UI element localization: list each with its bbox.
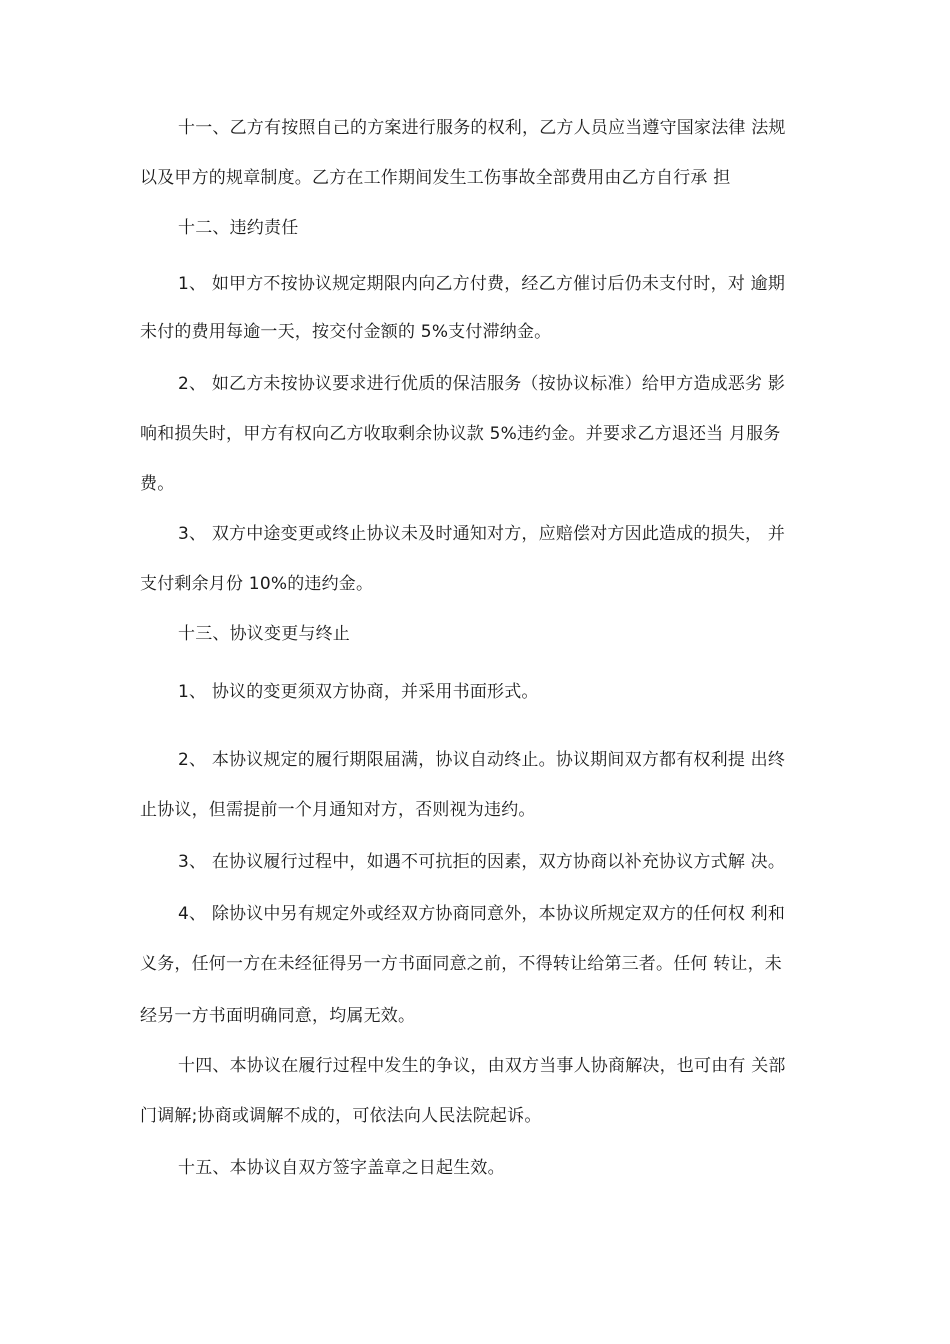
clause-12-heading: 十二、违约责任 [178, 218, 299, 238]
clause-11-line-2: 以及甲方的规章制度。乙方在工作期间发生工伤事故全部费用由乙方自行承 担 [140, 168, 731, 188]
clause-14-line-2: 门调解;协商或调解不成的，可依法向人民法院起诉。 [140, 1106, 542, 1126]
clause-13-item-1: 1、 协议的变更须双方协商，并采用书面形式。 [178, 682, 539, 702]
clause-13-item-2-line-2: 止协议，但需提前一个月通知对方，否则视为违约。 [140, 800, 536, 820]
clause-13-item-2-line-1: 2、 本协议规定的履行期限届满，协议自动终止。协议期间双方都有权利提 出终 [178, 750, 786, 770]
clause-13-item-4-line-3: 经另一方书面明确同意，均属无效。 [140, 1006, 416, 1026]
clause-13-item-4-line-2: 义务，任何一方在未经征得另一方书面同意之前，不得转让给第三者。任何 转让，未 [140, 954, 783, 974]
clause-14-line-1: 十四、本协议在履行过程中发生的争议，由双方当事人协商解决，也可由有 关部 [178, 1056, 786, 1076]
clause-13-item-3: 3、 在协议履行过程中，如遇不可抗拒的因素，双方协商以补充协议方式解 决。 [178, 852, 786, 872]
clause-12-item-2-line-2: 响和损失时，甲方有权向乙方收取剩余协议款 5%违约金。并要求乙方退还当 月服务 [140, 424, 781, 444]
clause-15: 十五、本协议自双方签字盖章之日起生效。 [178, 1158, 505, 1178]
clause-12-item-1-line-1: 1、 如甲方不按协议规定期限内向乙方付费，经乙方催讨后仍未支付时，对 逾期 [178, 274, 786, 294]
clause-12-item-2-line-1: 2、 如乙方未按协议要求进行优质的保洁服务（按协议标准）给甲方造成恶劣 影 [178, 374, 786, 394]
clause-12-item-3-line-2: 支付剩余月份 10%的违约金。 [140, 574, 374, 594]
clause-13-item-4-line-1: 4、 除协议中另有规定外或经双方协商同意外，本协议所规定双方的任何权 利和 [178, 904, 786, 924]
clause-12-item-2-line-3: 费。 [140, 474, 175, 494]
clause-13-heading: 十三、协议变更与终止 [178, 624, 350, 644]
clause-12-item-3-line-1: 3、 双方中途变更或终止协议未及时通知对方，应赔偿对方因此造成的损失， 并 [178, 524, 786, 544]
clause-11-line-1: 十一、乙方有按照自己的方案进行服务的权利，乙方人员应当遵守国家法律 法规 [178, 118, 786, 138]
clause-12-item-1-line-2: 未付的费用每逾一天，按交付金额的 5%支付滞纳金。 [140, 322, 552, 342]
